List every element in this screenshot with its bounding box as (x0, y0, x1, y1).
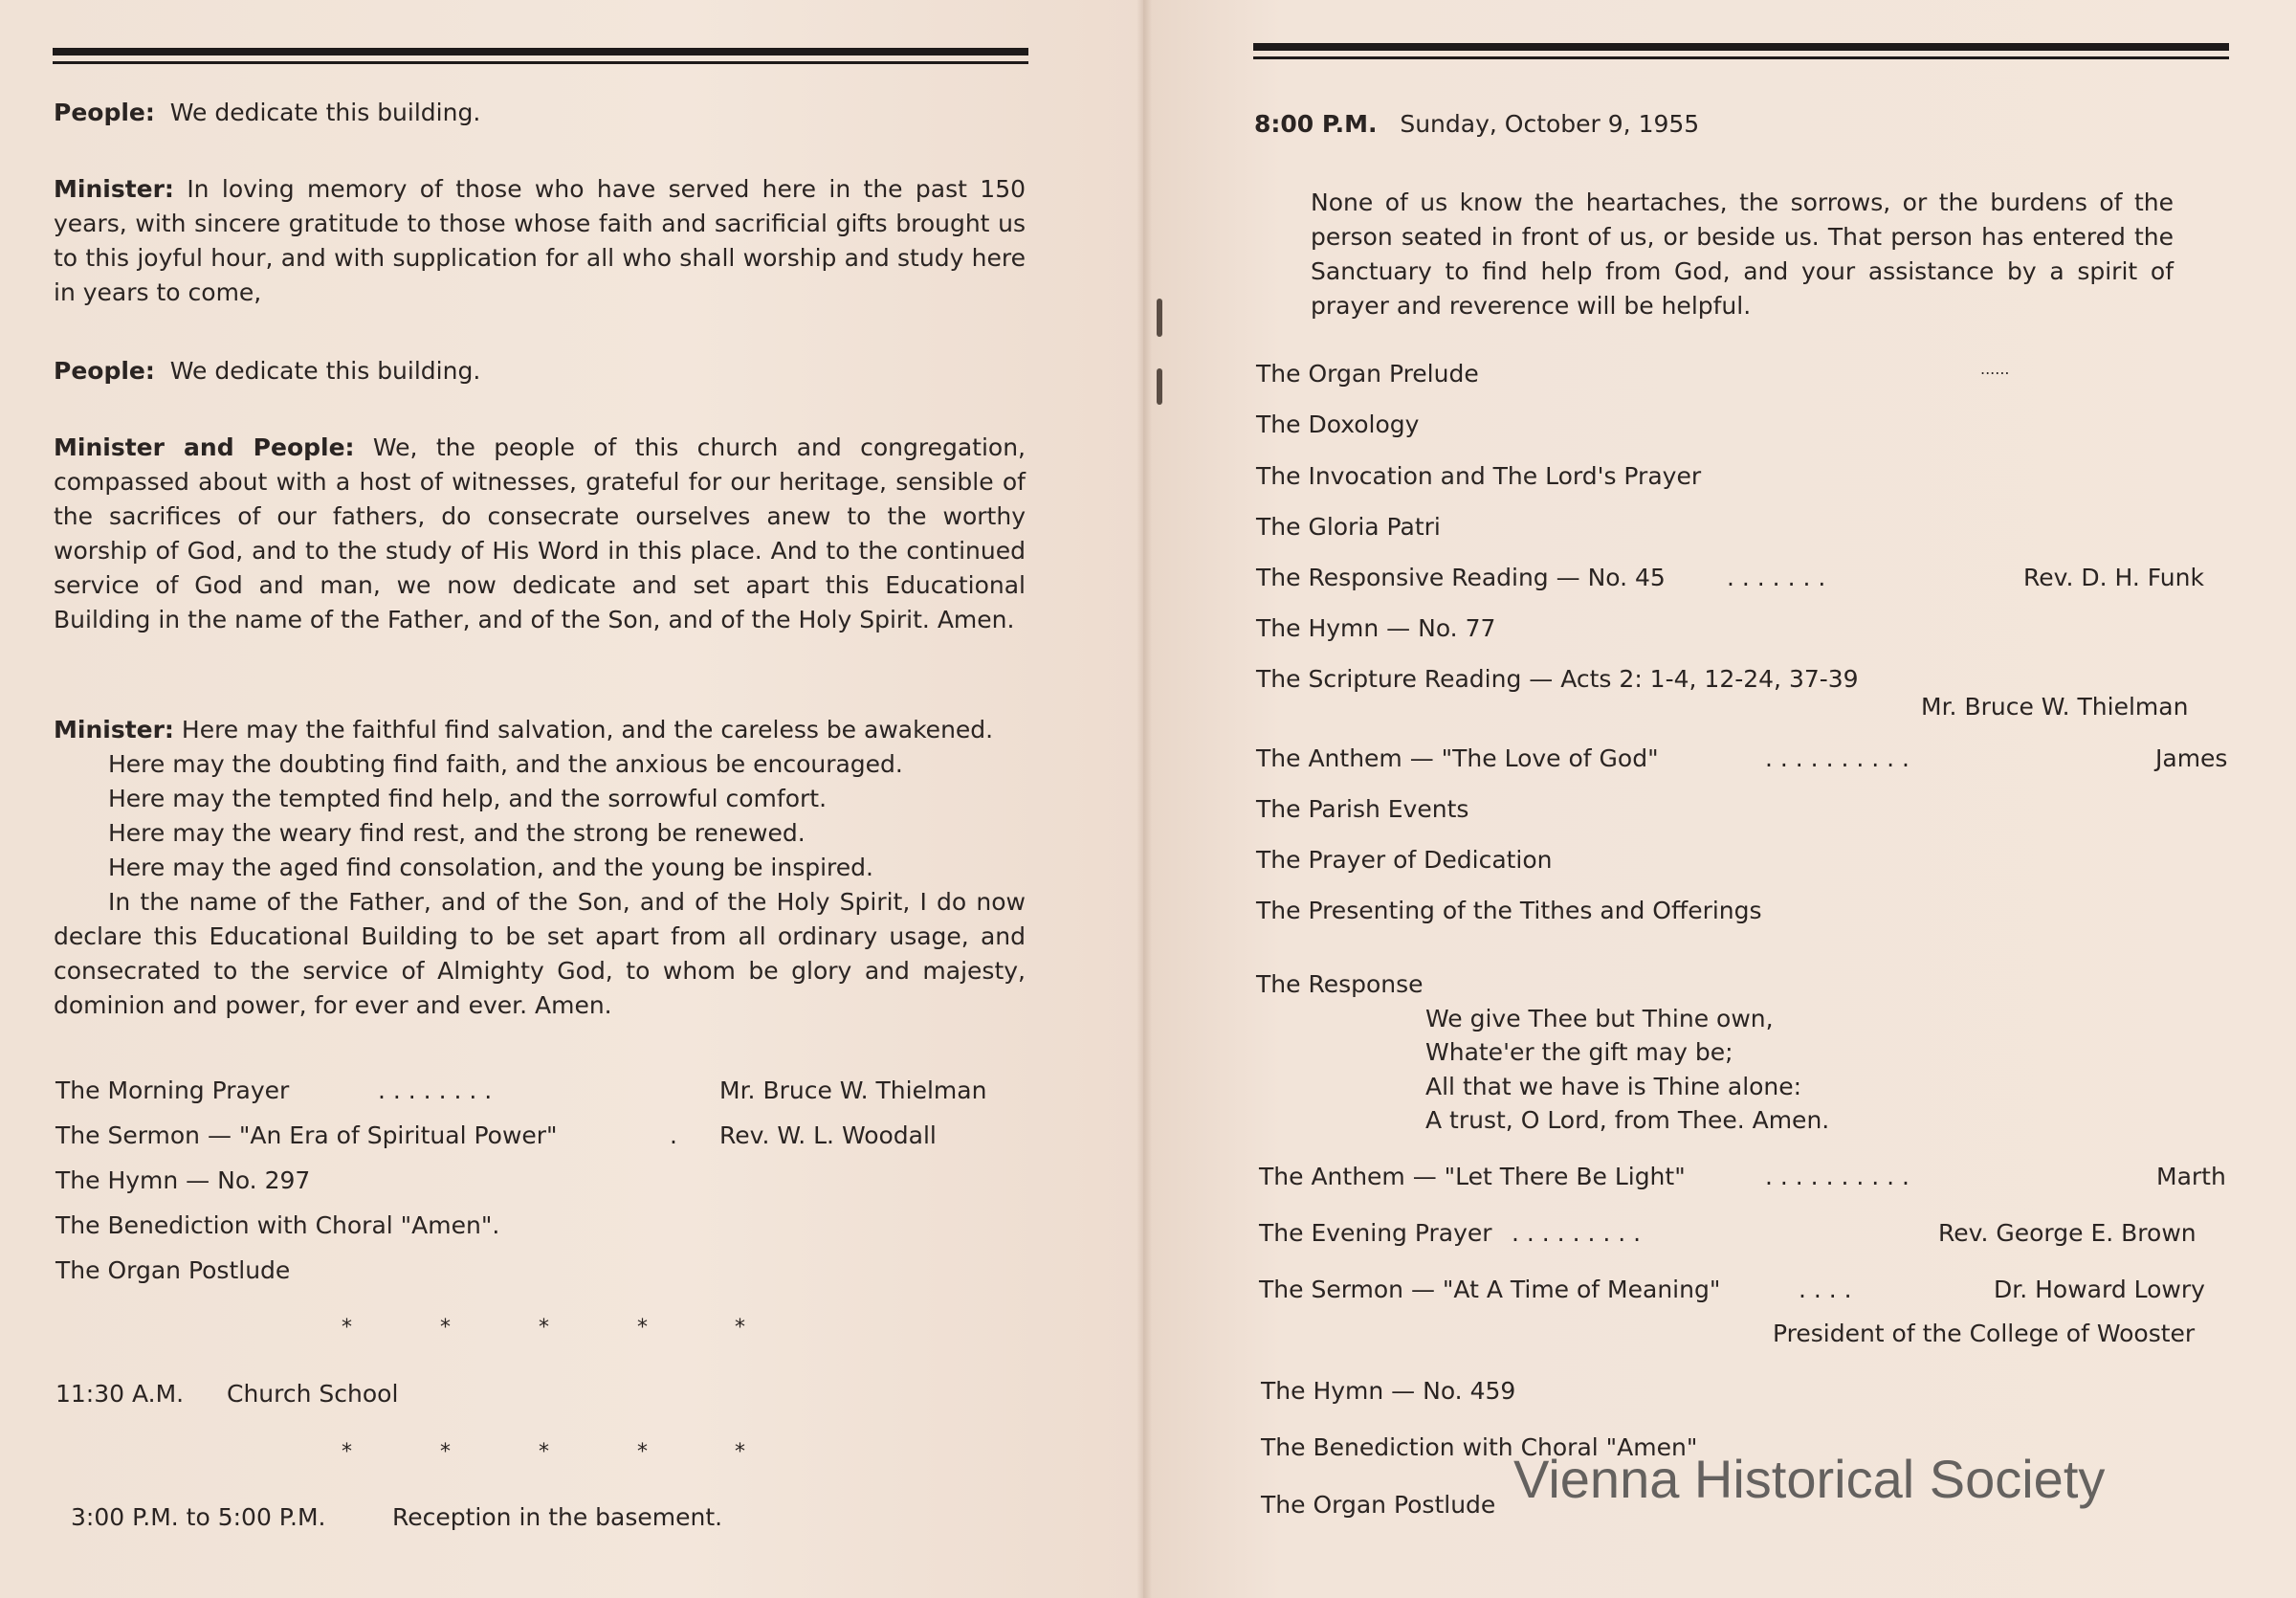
staple-top (1157, 299, 1162, 337)
program-item: The Sermon — "An Era of Spiritual Power" (55, 1121, 558, 1149)
left-top-rule (53, 48, 1028, 67)
program-participant: Mr. Bruce W. Thielman (719, 1076, 987, 1104)
people-response-2: People: We dedicate this building. (54, 357, 481, 385)
leader-dots: . . . . . . . (1727, 564, 1826, 591)
program-item: The Responsive Reading — No. 45 (1256, 564, 1666, 591)
service-date: Sunday, October 9, 1955 (1400, 110, 1700, 138)
here-may-line-2: Here may the tempted find help, and the sorrowful comfort. (108, 785, 828, 812)
program-item: The Anthem — "Let There Be Light" (1259, 1163, 1686, 1190)
program-item: The Sermon — "At A Time of Meaning" (1259, 1276, 1721, 1303)
evening-service-header (1254, 107, 1699, 141)
program-item: The Organ Postlude (55, 1256, 291, 1284)
leader-dots: . . . . (1799, 1276, 1852, 1303)
here-may-line-3: Here may the weary find rest, and the strong be renewed. (108, 819, 806, 847)
declaration-text: In the name of the Father, and of the Son, and of the Holy Spirit, I do now declare this Educational Building to be set apart from all ordinary usage, and consecrated to the service of Almighty God, to whom be glory and majesty, dominion and power, for ever and ever. Amen. (54, 888, 1026, 1019)
service-time: 8:00 P.M. (1254, 110, 1378, 138)
program-item: The Hymn — No. 77 (1256, 614, 1496, 642)
program-item: The Invocation and The Lord's Prayer (1256, 462, 1702, 490)
program-item: The Presenting of the Tithes and Offerings (1256, 897, 1762, 924)
response-line: Whate'er the gift may be; (1425, 1038, 1733, 1066)
program-participant: Rev. George E. Brown (1938, 1219, 2197, 1247)
leader-dots: . . . . . . . . . (1512, 1219, 1642, 1247)
program-item: The Benediction with Choral "Amen" (1261, 1433, 1698, 1461)
program-participant: Dr. Howard Lowry (1994, 1276, 2205, 1303)
church-school-time: 11:30 A.M. (55, 1380, 185, 1408)
leader-dots: . . . . . . . . . . (1765, 1163, 1910, 1190)
people-response-1: People: We dedicate this building. (54, 99, 481, 126)
leader-dots: . . . . . . . . . . (1765, 744, 1910, 772)
program-item: The Evening Prayer (1259, 1219, 1492, 1247)
response-line: All that we have is Thine alone: (1425, 1073, 1802, 1100)
program-item: The Benediction with Choral "Amen". (55, 1211, 500, 1239)
program-item: The Prayer of Dedication (1256, 846, 1553, 874)
leader-dots: . . . . . . . . (378, 1076, 493, 1104)
here-may-line-1: Here may the doubting find faith, and the anxious be encouraged. (108, 750, 903, 778)
leader-dots: ...... (1980, 360, 2010, 378)
program-item: The Morning Prayer (55, 1076, 290, 1104)
program-participant: James (2155, 744, 2228, 772)
minister-paragraph-1: Minister: In loving memory of those who have served here in the past 150 years, with sincere gratitude to those whose faith and sacrificial gifts brought us to this joyful hour, and with supplication for all who shall worship and study here in years to come, (54, 175, 1027, 306)
program-item: The Organ Prelude (1256, 360, 1479, 388)
center-fold (1137, 0, 1152, 1598)
here-may-line-4: Here may the aged find consolation, and the young be inspired. (108, 854, 873, 881)
response-line: A trust, O Lord, from Thee. Amen. (1425, 1106, 1830, 1134)
scripture-reader: Mr. Bruce W. Thielman (1921, 693, 2189, 721)
reception-label: Reception in the basement. (392, 1503, 723, 1531)
program-item: The Hymn — No. 297 (55, 1166, 311, 1194)
staple-bottom (1157, 368, 1162, 405)
program-item: The Scripture Reading — Acts 2: 1-4, 12-24, 37-39 (1256, 665, 1859, 693)
leader-dots: . (670, 1121, 677, 1149)
program-item: The Gloria Patri (1256, 513, 1441, 541)
program-item: The Organ Postlude (1261, 1491, 1496, 1519)
right-top-rule (1253, 43, 2229, 62)
reception-time: 3:00 P.M. to 5:00 P.M. (71, 1503, 326, 1531)
program-participant: Rev. D. H. Funk (2023, 564, 2204, 591)
intro-paragraph: None of us know the heartaches, the sorrows, or the burdens of the person seated in front of us, or beside us. That person has entered the Sanctuary to find help from God, and your assistance by a spirit of prayer and reverence will be helpful. (1311, 189, 2174, 320)
response-line: We give Thee but Thine own, (1425, 1005, 1774, 1032)
program-item: The Hymn — No. 459 (1261, 1377, 1516, 1405)
minister-and-people-paragraph: Minister and People: We, the people of this church and congregation, compassed about with a host of witnesses, grateful for our heritage, sensible of the sacrifices of our fathers, do consecrate ourselves anew to the worthy worship of God, and to the study of His Word in this place. And to the continued service of God and man, we now dedicate and set apart this Educational Building in the name of the Father, and of the Son, and of the Holy Spirit. Amen. (54, 433, 1026, 633)
program-participant: Marth (2156, 1163, 2226, 1190)
response-title: The Response (1256, 970, 1424, 998)
program-participant: Rev. W. L. Woodall (719, 1121, 937, 1149)
preacher-title: President of the College of Wooster (1773, 1320, 2196, 1347)
program-item: The Anthem — "The Love of God" (1256, 744, 1659, 772)
program-item: The Parish Events (1256, 795, 1469, 823)
minister-paragraph-2: Minister: Here may the faithful find salvation, and the careless be awakened. Here may the doubting find faith, and the anxious be encouraged. Here may the tempted find help, and the sorrowful comfort. Here may the weary find rest, and the strong be renewed. Here may the aged find consolation, and the young be inspired. In the name of the Father, and of the Son, and of the Holy Spirit, I do now declare this Educational Building to be set apart from all ordinary usage, and consecrated to the service of Almighty God, to whom be glory and majesty, dominion and power, for ever and ever. Amen. (54, 713, 1026, 1023)
program-item: The Doxology (1256, 411, 1420, 438)
watermark-text: Vienna Historical Society (1513, 1449, 2106, 1509)
church-school-label: Church School (227, 1380, 399, 1408)
